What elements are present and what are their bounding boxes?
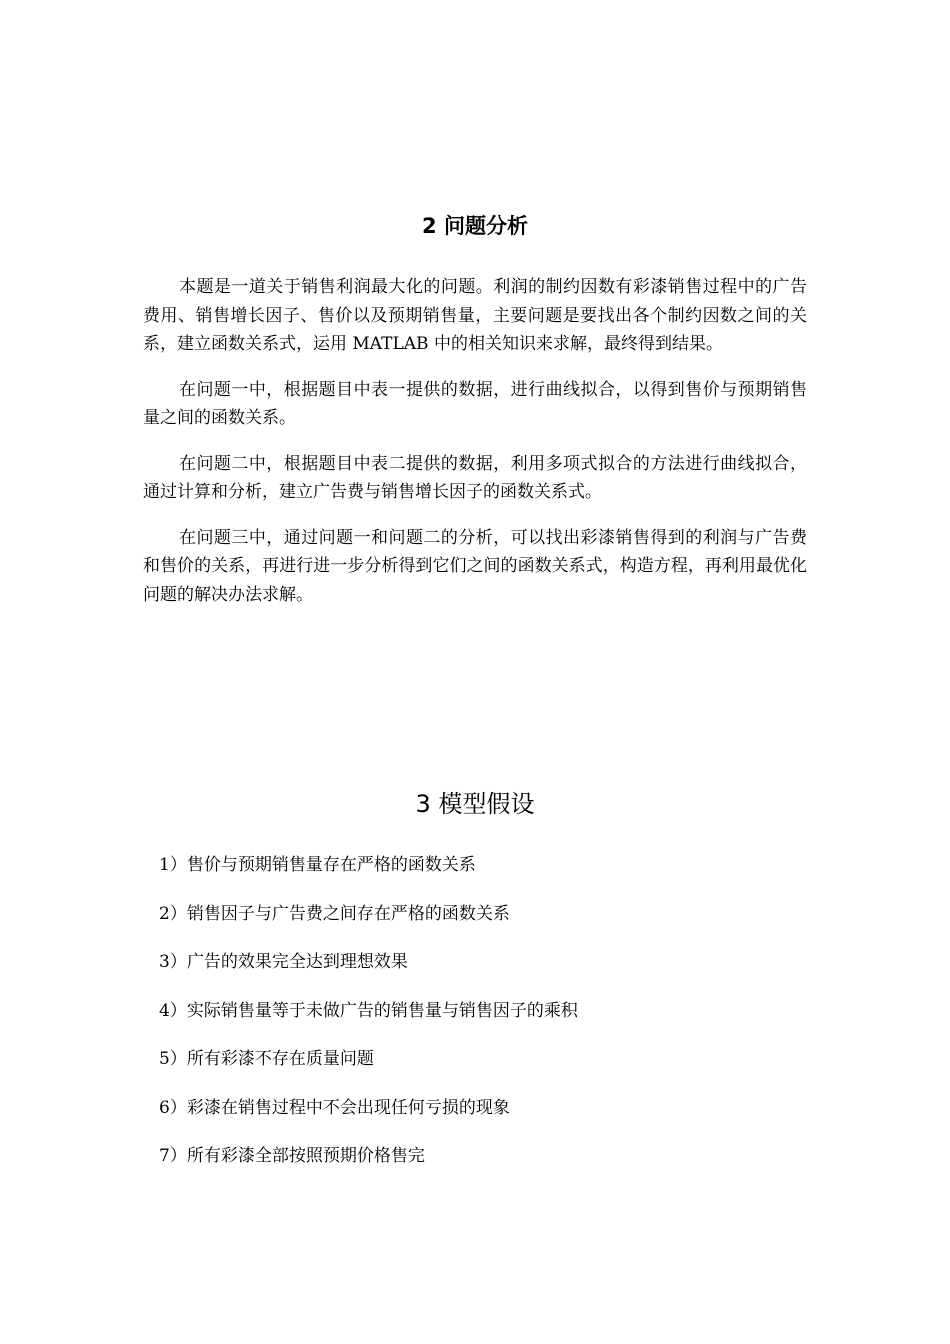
assumption-item: 5）所有彩漆不存在质量问题 [159,1049,374,1069]
assumption-list [159,851,578,1191]
assumption-item: 3）广告的效果完全达到理想效果 [159,952,408,972]
analysis-paragraph-2: 在问题一中，根据题目中表一提供的数据，进行曲线拟合，以得到售价与预期销售量之间的函数关系。 [143,379,807,428]
assumption-item: 4）实际销售量等于未做广告的销售量与销售因子的乘积 [159,1000,578,1021]
section-title-problem-analysis: 2 问题分析 [422,214,528,238]
analysis-paragraph-3: 在问题二中，根据题目中表二提供的数据，利用多项式拟合的方法进行曲线拟合，通过计算和分析，建立广告费与销售增长因子的函数关系式。 [143,453,807,502]
assumption-item: 6）彩漆在销售过程中不会出现任何亏损的现象 [159,1097,510,1118]
problem-analysis-body [143,273,807,609]
assumption-item: 1）售价与预期销售量存在严格的函数关系 [159,855,476,875]
section-title-model-assumptions: 3 模型假设 [415,790,535,818]
analysis-paragraph-4: 在问题三中，通过问题一和问题二的分析，可以找出彩漆销售得到的利润与广告费和售价的关系，再进行进一步分析得到它们之间的函数关系式，构造方程，再利用最优化问题的解决办法求解。 [143,527,807,605]
analysis-paragraph-1: 本题是一道关于销售利润最大化的问题。利润的制约因数有彩漆销售过程中的广告费用、销售增长因子、售价以及预期销售量，主要问题是要找出各个制约因数之间的关系，建立函数关系式，运用 MATLAB 中的相关知识来求解，最终得到结果。 [143,277,807,354]
assumption-item: 2）销售因子与广告费之间存在严格的函数关系 [159,903,510,924]
assumption-item: 7）所有彩漆全部按照预期价格售完 [159,1146,425,1166]
